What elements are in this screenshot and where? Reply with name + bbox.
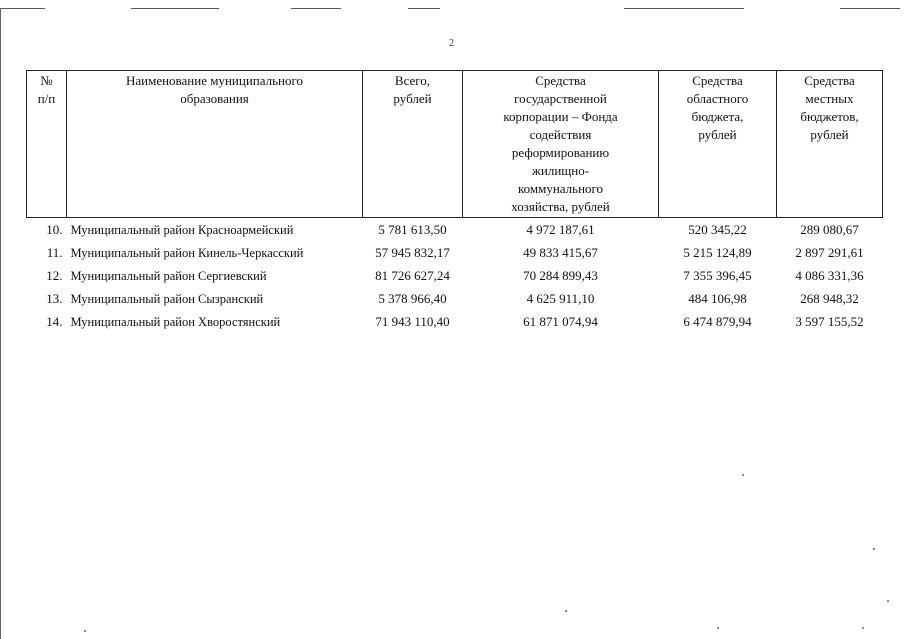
row-municipality: Муниципальный район Сызранский (70, 291, 264, 306)
row-fund: 4 972 187,61 (526, 221, 595, 237)
table-row (27, 264, 883, 287)
table-row (27, 241, 883, 264)
scan-speck (862, 627, 864, 629)
header-local: Средства местных бюджетов, рублей (777, 71, 883, 218)
row-local: 2 897 291,61 (795, 244, 864, 260)
scan-speck (717, 627, 719, 629)
row-regional: 6 474 879,94 (683, 313, 752, 329)
header-municipality: Наименование муниципального образования (67, 71, 363, 218)
table-header (27, 71, 883, 218)
header-total: Всего, рублей (363, 71, 463, 218)
scan-speck (887, 600, 889, 602)
row-municipality: Муниципальный район Кинель-Черкасский (70, 245, 304, 260)
page-number: 2 (449, 38, 454, 49)
header-regional: Средства областного бюджета, рублей (659, 71, 777, 218)
row-municipality: Муниципальный район Красноармейский (70, 222, 294, 237)
row-municipality: Муниципальный район Хворостянский (70, 314, 281, 329)
row-fund: 49 833 415,67 (523, 244, 598, 260)
row-total: 5 781 613,50 (378, 221, 447, 237)
row-number: 10. (46, 221, 63, 237)
scan-speck (742, 474, 744, 476)
row-regional: 5 215 124,89 (683, 244, 752, 260)
row-regional: 7 355 396,45 (683, 267, 752, 283)
row-local: 3 597 155,52 (795, 313, 864, 329)
scan-line (840, 8, 900, 9)
budget-table (26, 70, 883, 333)
row-fund: 61 871 074,94 (523, 313, 598, 329)
table-row (27, 218, 883, 242)
table-row (27, 287, 883, 310)
scan-speck (565, 610, 567, 612)
scan-speck (84, 630, 86, 632)
row-regional: 484 106,98 (688, 290, 747, 306)
row-total: 57 945 832,17 (375, 244, 450, 260)
header-fund: Средства государственной корпорации – Фонда содействия реформированию жилищно- коммунального хозяйства, рублей (463, 71, 659, 218)
scan-line (131, 8, 219, 9)
row-local: 289 080,67 (800, 221, 859, 237)
scan-line (408, 8, 440, 9)
table-row (27, 310, 883, 333)
row-number: 11. (46, 244, 63, 260)
row-number: 12. (46, 267, 63, 283)
row-local: 268 948,32 (800, 290, 859, 306)
row-fund: 70 284 899,43 (523, 267, 598, 283)
page-edge (0, 8, 1, 639)
row-number: 14. (46, 313, 63, 329)
table-body (27, 218, 883, 334)
scan-line (624, 8, 744, 9)
row-regional: 520 345,22 (688, 221, 747, 237)
row-municipality: Муниципальный район Сергиевский (70, 268, 267, 283)
scan-speck (873, 548, 875, 550)
row-total: 71 943 110,40 (375, 313, 450, 329)
row-fund: 4 625 911,10 (526, 290, 595, 306)
row-local: 4 086 331,36 (795, 267, 864, 283)
row-number: 13. (46, 290, 63, 306)
scan-line (0, 8, 45, 9)
header-number: № п/п (27, 71, 67, 218)
scan-line (291, 8, 341, 9)
row-total: 81 726 627,24 (375, 267, 450, 283)
header-row (27, 71, 883, 218)
row-total: 5 378 966,40 (378, 290, 447, 306)
